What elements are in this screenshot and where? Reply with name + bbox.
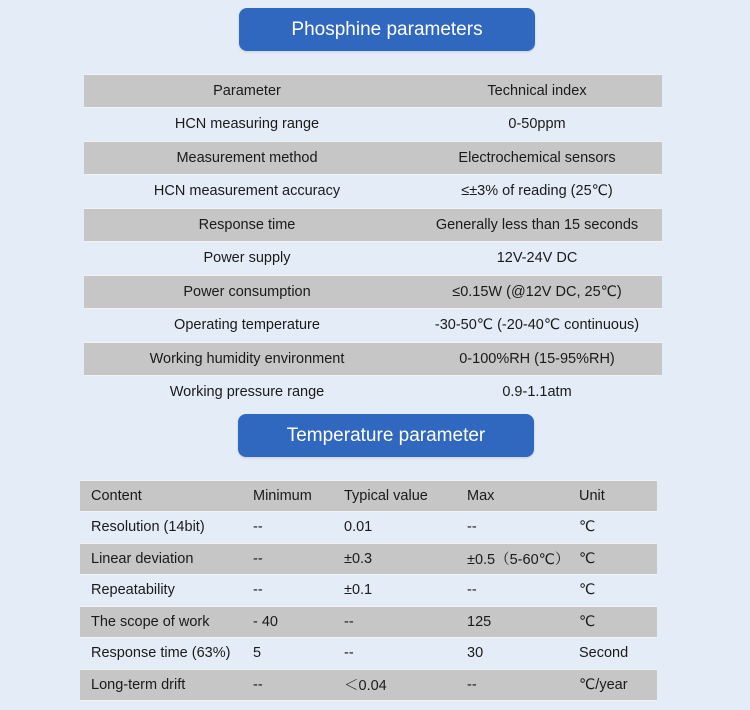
max-cell: --: [467, 676, 477, 693]
value-cell: 0-100%RH (15-95%RH): [459, 350, 615, 367]
table-row: [84, 175, 662, 209]
table-row: [84, 376, 662, 410]
unit-cell: Second: [579, 645, 629, 662]
value-cell: Electrochemical sensors: [458, 149, 616, 166]
header-cell-content: Content: [91, 487, 142, 504]
value-cell: ≤±3% of reading (25℃): [461, 183, 613, 200]
parameter-cell: HCN measuring range: [174, 116, 320, 133]
typical-value-cell: --: [344, 613, 354, 630]
content-cell: The scope of work: [91, 613, 210, 630]
max-cell: ±0.5（5-60℃）: [467, 552, 570, 569]
value-cell: 0.9-1.1atm: [502, 384, 572, 401]
table-row: [80, 606, 657, 638]
value-cell: 0-50ppm: [508, 116, 566, 133]
header-cell-minimum: Minimum: [253, 487, 312, 504]
parameter-cell: Power consumption: [183, 283, 311, 300]
parameter-cell: Working humidity environment: [149, 350, 345, 367]
value-cell: ≤0.15W (@12V DC, 25℃): [452, 283, 622, 300]
max-cell: 125: [467, 613, 492, 630]
table-row: [80, 543, 657, 575]
value-cell: 12V-24V DC: [496, 250, 578, 267]
table-row: [84, 342, 662, 376]
typical-value-cell: --: [344, 645, 354, 662]
table-row: [80, 638, 657, 670]
unit-cell: ℃: [579, 613, 596, 630]
table-row: [84, 309, 662, 343]
typical-value-cell: ±0.3: [344, 550, 373, 567]
unit-cell: ℃: [579, 519, 596, 536]
parameter-cell: Working pressure range: [169, 384, 325, 401]
max-cell: --: [467, 582, 477, 599]
header-cell-parameter: Parameter: [213, 82, 281, 99]
phosphine-parameters-table: [84, 74, 662, 409]
content-cell: Repeatability: [91, 582, 175, 599]
parameter-cell: Response time: [198, 216, 296, 233]
parameter-cell: Operating temperature: [174, 317, 320, 334]
content-cell: Linear deviation: [91, 550, 194, 567]
table-row: [84, 242, 662, 276]
table-row: [80, 512, 657, 544]
table-row: [84, 275, 662, 309]
unit-cell: ℃/year: [579, 676, 628, 693]
table-row: [84, 208, 662, 242]
header-cell-typical-value: Typical value: [344, 487, 428, 504]
table-row: [80, 669, 657, 701]
table-row: [84, 141, 662, 175]
minimum-cell: --: [253, 582, 263, 599]
unit-cell: ℃: [579, 582, 596, 599]
typical-value-cell: ±0.1: [344, 582, 373, 599]
minimum-cell: --: [253, 676, 263, 693]
table-row: [84, 108, 662, 142]
max-cell: --: [467, 519, 477, 536]
table-header-row: [84, 74, 662, 108]
minimum-cell: --: [253, 550, 263, 567]
table-header-row: [80, 480, 657, 512]
content-cell: Long-term drift: [91, 676, 186, 693]
typical-value-cell: ＜0.04: [344, 678, 387, 695]
parameter-cell: Measurement method: [176, 149, 318, 166]
phosphine-parameters-title: Phosphine parameters: [239, 8, 535, 51]
content-cell: Response time (63%): [91, 645, 231, 662]
parameter-cell: Power supply: [203, 250, 291, 267]
header-cell-unit: Unit: [579, 487, 605, 504]
parameter-cell: HCN measurement accuracy: [153, 183, 341, 200]
unit-cell: ℃: [579, 550, 596, 567]
minimum-cell: --: [253, 519, 263, 536]
minimum-cell: - 40: [253, 613, 278, 630]
typical-value-cell: 0.01: [344, 519, 373, 536]
temperature-parameter-table: [80, 480, 657, 701]
value-cell: Generally less than 15 seconds: [435, 216, 639, 233]
header-cell-technical-index: Technical index: [487, 82, 587, 99]
value-cell: -30-50℃ (-20-40℃ continuous): [434, 317, 640, 334]
table-row: [80, 575, 657, 607]
minimum-cell: 5: [253, 645, 262, 662]
temperature-parameter-title: Temperature parameter: [238, 414, 534, 457]
header-cell-max: Max: [467, 487, 495, 504]
max-cell: 30: [467, 645, 484, 662]
content-cell: Resolution (14bit): [91, 519, 205, 536]
